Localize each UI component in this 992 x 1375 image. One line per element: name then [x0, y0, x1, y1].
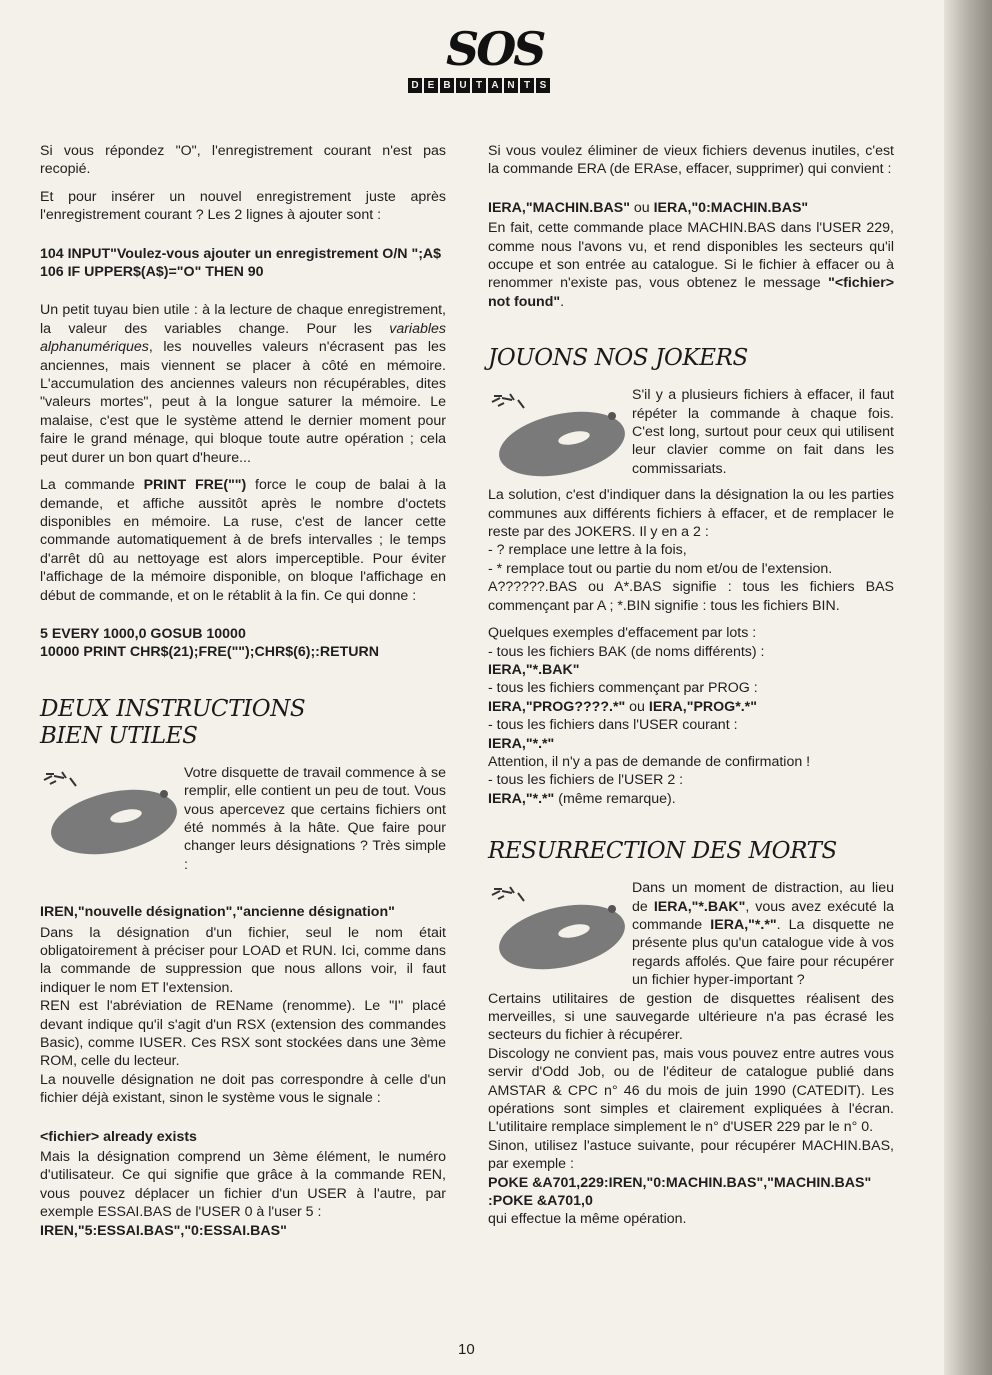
- code-line: POKE &A701,229:IREN,"0:MACHIN.BAS","MACHIN.BAS": [488, 1174, 872, 1191]
- bold-command: IERA,"*.*": [710, 916, 777, 933]
- section-heading: [40, 696, 446, 750]
- bold-command: IERA,"*.*": [488, 790, 555, 807]
- page-edge-shadow: [944, 0, 992, 1375]
- bold-command: IERA,"*.*": [488, 735, 555, 752]
- code-line: <fichier> already exists: [40, 1128, 197, 1145]
- text-run: (même remarque).: [554, 790, 676, 807]
- paragraph: La solution, c'est d'indiquer dans la désignation la ou les parties communes aux différents fichiers à effacer, et de remplacer le reste par des JOKERS. Il y en a 2 :: [488, 487, 894, 541]
- text-run: Un petit tuyau bien utile : à la lecture de chaque enregistrement, la valeur des variables change. Pour les: [40, 302, 446, 337]
- list-item: - ? remplace une lettre à la fois,: [488, 542, 687, 559]
- list-item: - tous les fichiers de l'USER 2 :: [488, 772, 684, 789]
- text-run: .: [560, 293, 565, 310]
- paragraph: Si vous voulez éliminer de vieux fichiers devenus inutiles, c'est la commande ERA (de ERAse, effacer, supprimer) qui convient :: [488, 143, 894, 178]
- paragraph: S'il y a plusieurs fichiers à effacer, il faut répéter la commande à chaque fois. C'est long, surtout pour ceux qui utilisent leur clavier comme on fait dans les commissariats.: [632, 387, 894, 477]
- text-run: Dans un moment de distraction, au lieu de: [632, 880, 894, 915]
- code-line: 104 INPUT"Voulez-vous ajouter un enregistrement O/N ";A$: [40, 245, 442, 262]
- text-run: . La disquette ne présente plus qu'un catalogue vide à vos regards affolés. Que faire pour récupérer un fichier hyper-important ?: [632, 916, 894, 989]
- logo-letter: A: [488, 78, 502, 93]
- list-item: Attention, il n'y a pas de demande de confirmation !: [488, 753, 811, 770]
- figure-block: [40, 764, 446, 883]
- list-item: Quelques exemples d'effacement par lots :: [488, 625, 757, 642]
- paragraph: Certains utilitaires de gestion de disquettes réalisent des merveilles, si une sauvegarde ultérieure n'a pas écrasé les secteurs du fichier à récupérer.: [488, 990, 894, 1044]
- logo-letter: D: [408, 78, 422, 93]
- code-line: [488, 735, 894, 753]
- code-block: [40, 245, 446, 282]
- list-item: - tous les fichiers commençant par PROG :: [488, 680, 758, 697]
- text-run: ou: [625, 698, 649, 715]
- paragraph: Dans la désignation d'un fichier, seul le nom était obligatoirement à préciser pour LOAD et RUN. Ici, comme dans la commande de suppression que nous allons voir, il faut indiquer le nom ET l'extension.: [40, 924, 446, 996]
- paragraph: Si vous répondez "O", l'enregistrement courant n'est pas recopié.: [40, 143, 446, 178]
- bold-message: "<fichier> not found": [488, 275, 894, 310]
- code-line: IREN,"5:ESSAI.BAS","0:ESSAI.BAS": [40, 1222, 287, 1239]
- joker-list: [488, 541, 894, 578]
- figure-block: [488, 879, 894, 989]
- paragraph: qui effectue la même opération.: [488, 1211, 687, 1228]
- logo-letter: B: [440, 78, 454, 93]
- paragraph: [40, 476, 446, 605]
- bold-command: IERA,"PROG????.*": [488, 698, 626, 715]
- right-column: [488, 142, 894, 1238]
- code-line: [488, 199, 894, 217]
- floppy-disk-icon: [488, 386, 626, 486]
- code-line: 106 IF UPPER$(A$)="O" THEN 90: [40, 264, 264, 281]
- section-heading: RESURRECTION DES MORTS: [488, 838, 837, 865]
- logo-sub-text: [408, 78, 550, 93]
- paragraph: Sinon, utilisez l'astuce suivante, pour récupérer MACHIN.BAS, par exemple :: [488, 1137, 894, 1173]
- text-run: ou: [629, 199, 654, 216]
- paragraph: A??????.BAS ou A*.BAS signifie : tous les fichiers BAS commençant par A ; *.BIN signifie : tous les fichiers BIN.: [488, 579, 894, 614]
- code-line: IREN,"nouvelle désignation","ancienne désignation": [40, 904, 395, 921]
- paragraph: Votre disquette de travail commence à se remplir, elle contient un peu de tout. Vous vous apercevez que certains fichiers ont été nommés à la hâte. Que faire pour changer leurs désignations ? Très simple :: [184, 764, 446, 873]
- bold-command: IERA,"*.BAK": [653, 898, 746, 915]
- text-run: , vous avez exécuté la commande: [632, 898, 894, 933]
- example-list: [488, 624, 894, 808]
- logo-main-text: SOS: [446, 22, 544, 76]
- paragraph: REN est l'abréviation de REName (renomme). Le "I" placé devant indique qu'il s'agit d'un RSX (extension des commandes Basic), comme IUSER. Ces RSX sont stockées dans une 3ème ROM, celle du lecteur.: [40, 998, 446, 1070]
- code-line: 10000 PRINT CHR$(21);FRE("");CHR$(6);:RETURN: [40, 644, 380, 661]
- bold-command: IERA,"MACHIN.BAS": [488, 199, 630, 216]
- text-run: force le coup de balai à la demande, et affiche aussitôt après le nombre d'octets disponibles en mémoire. La ruse, c'est de lancer cette commande automatiquement à de brefs intervalles ; le temps d'arrêt dû au nettoyage est alors imperceptible. Pour éviter l'affichage de la mémoire disponible, on bloque l'affichage en début de commande, et on le rétablit à la fin. Ce qui donne :: [40, 477, 446, 604]
- paragraph: La nouvelle désignation ne doit pas correspondre à celle d'un fichier déjà existant, sinon le système vous le signale :: [40, 1071, 446, 1107]
- logo-letter: N: [504, 78, 518, 93]
- text-run: En fait, cette commande place MACHIN.BAS dans l'USER 229, comme nous l'avons vu, et rend disponibles les secteurs qu'il occupe et son entrée au catalogue. Si le fichier à effacer ou à renommer n'existe pas, vous obtenez le message: [488, 220, 894, 292]
- code-block: [40, 625, 446, 662]
- code-line: :POKE &A701,0: [488, 1193, 593, 1210]
- bold-command: PRINT FRE(""): [143, 477, 247, 494]
- code-line: 5 EVERY 1000,0 GOSUB 10000: [40, 625, 246, 642]
- figure-block: [488, 386, 894, 486]
- logo-letter: T: [472, 78, 486, 93]
- logo-letter: S: [536, 78, 550, 93]
- section-heading: JOUONS NOS JOKERS: [488, 345, 748, 372]
- list-item: - tous les fichiers BAK (de noms différents) :: [488, 643, 765, 660]
- left-column: [40, 142, 446, 1250]
- logo-letter: U: [456, 78, 470, 93]
- page-number: 10: [458, 1341, 475, 1358]
- list-item: - * remplace tout ou partie du nom et/ou de l'extension.: [488, 560, 833, 577]
- paragraph: [40, 301, 446, 467]
- code-line: [488, 661, 894, 679]
- bold-command: IERA,"*.BAK": [488, 661, 580, 678]
- list-item: - tous les fichiers dans l'USER courant :: [488, 717, 738, 734]
- heading-line: DEUX INSTRUCTIONS: [40, 695, 306, 722]
- text-run: La commande: [40, 477, 144, 494]
- paragraph: Discology ne convient pas, mais vous pouvez entre autres vous servir d'Odd Job, ou de l'éditeur de catalogue publié dans AMSTAR & CPC n° 46 du mois de juin 1990 (CATEDIT). Les opérations sont simples et clairement expliquées à l'écran. L'utilitaire remplace simplement le n° d'USER 229 par le n° 0.: [488, 1045, 894, 1136]
- logo-letter: T: [520, 78, 534, 93]
- italic-term: variables alphanumériques: [40, 320, 446, 356]
- paragraph: Et pour insérer un nouvel enregistrement juste après l'enregistrement courant ? Les 2 lignes à ajouter sont :: [40, 188, 446, 224]
- paragraph: Mais la désignation comprend un 3ème élément, le numéro d'utilisateur. Ce qui signifie que grâce à la commande REN, vous pouvez déplacer un fichier d'un USER à l'autre, par exemple ESSAI.BAS de l'USER 0 à l'user 5 :: [40, 1149, 446, 1221]
- logo-letter: E: [424, 78, 438, 93]
- code-line: [488, 790, 894, 808]
- paragraph: [488, 219, 894, 311]
- code-line: [488, 698, 894, 716]
- bold-command: IERA,"PROG*.*": [648, 698, 757, 715]
- heading-line: BIEN UTILES: [40, 722, 198, 749]
- bold-command: IERA,"0:MACHIN.BAS": [653, 199, 809, 216]
- code-block: [488, 1174, 894, 1211]
- floppy-disk-icon: [40, 764, 178, 864]
- text-run: , les nouvelles valeurs n'écrasent pas les anciennes, mais viennent se placer à côté en mémoire. L'accumulation des anciennes valeurs non récupérables, dites "valeurs mortes", peut à la longue saturer la mémoire. Le malaise, c'est que le système attend le dernier moment pour faire le grand ménage, qui bloque toute autre opération ; cela peut durer un bon quart d'heure...: [40, 339, 446, 466]
- floppy-disk-icon: [488, 879, 626, 979]
- sos-logo: [408, 22, 548, 98]
